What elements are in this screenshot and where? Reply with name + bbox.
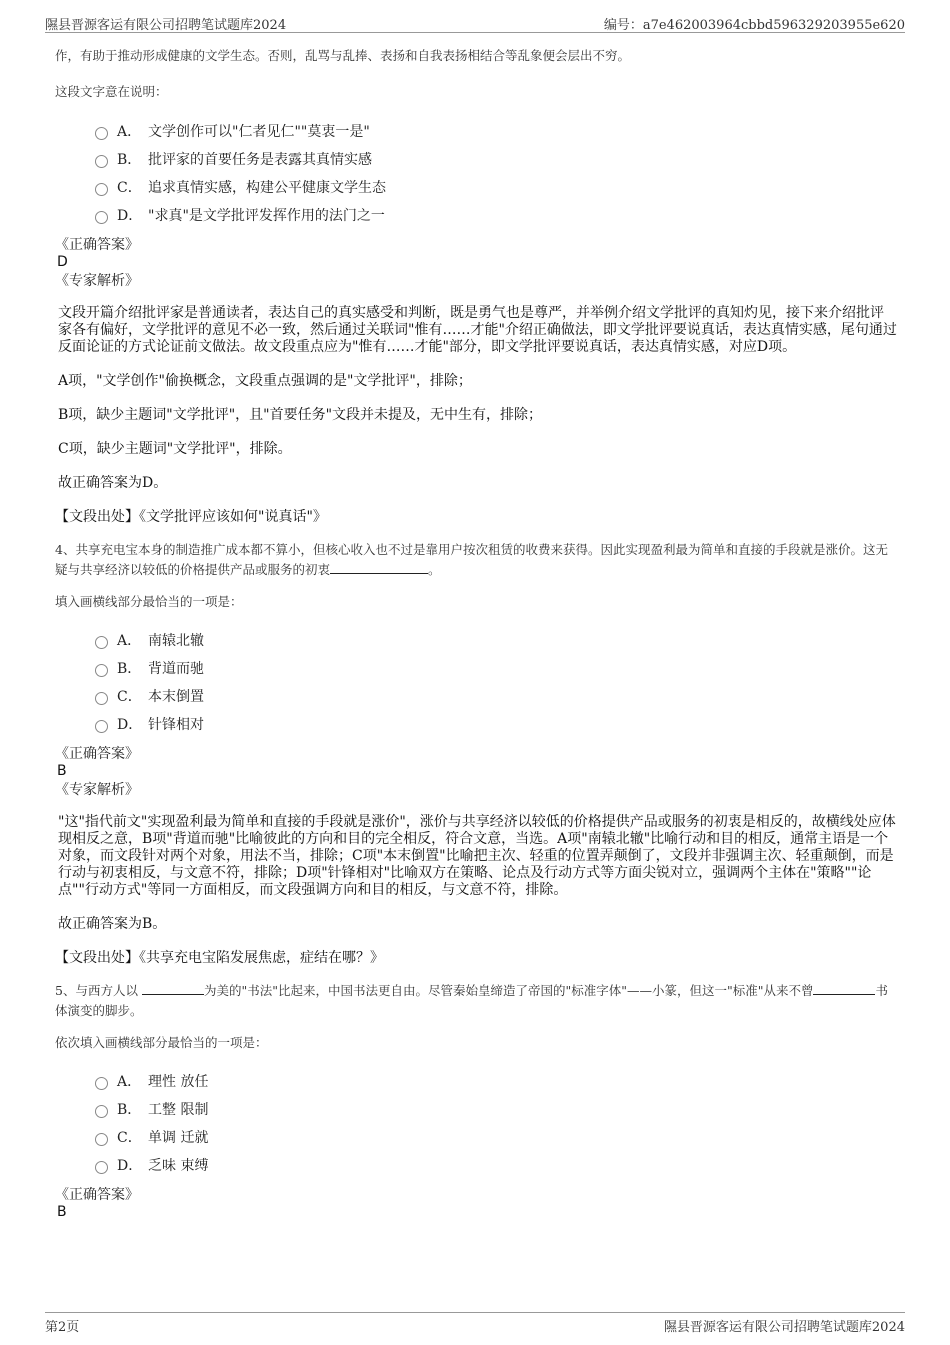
header-title: 隰县晋源客运有限公司招聘笔试题库2024 [45,18,287,33]
q5-blank-2[interactable] [813,982,875,995]
q3-option-d[interactable]: D． "求真"是文学批评发挥作用的法门之一 [95,201,897,229]
q3-source: 【文段出处】《文学批评应该如何"说真话"》 [55,509,327,525]
radio-button-icon[interactable] [95,1105,108,1118]
radio-button-icon[interactable] [95,692,108,705]
radio-button-icon[interactable] [95,636,108,649]
q3-conclusion: 故正确答案为D。 [58,475,168,491]
q4-prompt: 填入画横线部分最恰当的一项是： [55,594,243,609]
page-footer [45,1312,905,1335]
q3-answer: D [57,254,68,270]
q4-answer-label: 《正确答案》 [55,746,139,762]
q3-options [95,117,897,229]
radio-button-icon[interactable] [95,1077,108,1090]
q5-option-b[interactable]: B． 工整 限制 [95,1095,897,1123]
q4-blank[interactable] [330,561,428,574]
radio-button-icon[interactable] [95,1161,108,1174]
radio-button-icon[interactable] [95,1133,108,1146]
q3-option-c[interactable]: C． 追求真情实感，构建公平健康文学生态 [95,173,897,201]
q5-prompt: 依次填入画横线部分最恰当的一项是： [55,1035,268,1050]
q4-analysis: "这"指代前文"实现盈利最为简单和直接的手段就是涨价"，涨价与共享经济以较低的价格提供产品或服务的初衷是相反的，故横线处应体现相反之意，B项"背道而驰"比喻彼此的方向和目的完全相反，符合文意，当选。A项"南辕北辙"比喻行动和目的相反，通常主语是一个对象，而文段针对两个对象，用法不当，排除；C项"本末倒置"比喻把主次、轻重的位置弄颠倒了，文段并非强调主次、轻重颠倒，而是行动与初衷相反，与文意不符，排除；D项"针锋相对"比喻双方在策略、论点及行动方式等方面尖锐对立，强调两个主体在"策略""论点""行动方式"等同一方面相反，而文段强调方向和目的相反，与文意不符，排除。 [58,814,896,898]
q4-stem: 4、共享充电宝本身的制造推广成本都不算小，但核心收入也不过是靠用户按次租赁的收费来获得。因此实现盈利最为简单和直接的手段就是涨价。这无疑与共享经济以较低的价格提供产品或服务的初衷 。 [55,542,888,577]
q3-analysis-c: C项，缺少主题词"文学批评"，排除。 [58,441,292,457]
radio-button-icon[interactable] [95,720,108,733]
q3-analysis-label: 《专家解析》 [55,273,139,289]
q3-option-a[interactable]: A． 文学创作可以"仁者见仁""莫衷一是" [95,117,897,145]
q4-source: 【文段出处】《共享充电宝陷发展焦虑，症结在哪？》 [55,950,384,966]
q4-option-a[interactable]: A． 南辕北辙 [95,626,897,654]
q5-stem: 5、与西方人以 为美的"书法"比起来，中国书法更自由。尽管秦始皇缔造了帝国的"标准字体"——小篆，但这一"标准"从来不曾 书体演变的脚步。 [55,983,888,1018]
q5-option-d[interactable]: D． 乏味 束缚 [95,1151,897,1179]
q3-intro-tail: 作，有助于推动形成健康的文学生态。否则，乱骂与乱捧、表扬和自我表扬相结合等乱象便会层出不穷。 [55,48,631,63]
footer-title: 隰县晋源客运有限公司招聘笔试题库2024 [663,1320,905,1335]
radio-button-icon[interactable] [95,183,108,196]
q5-option-a[interactable]: A． 理性 放任 [95,1067,897,1095]
radio-button-icon[interactable] [95,127,108,140]
radio-button-icon[interactable] [95,155,108,168]
q3-analysis-b: B项，缺少主题词"文学批评"，且"首要任务"文段并未提及，无中生有，排除； [58,407,543,423]
q3-option-b[interactable]: B． 批评家的首要任务是表露其真情实感 [95,145,897,173]
q4-analysis-label: 《专家解析》 [55,782,139,798]
q3-prompt: 这段文字意在说明： [55,84,168,99]
q4-answer: B [57,763,67,779]
q4-option-d[interactable]: D． 针锋相对 [95,710,897,738]
q5-options [95,1067,897,1179]
q5-answer: B [57,1204,67,1220]
q3-answer-label: 《正确答案》 [55,237,139,253]
q4-option-c[interactable]: C． 本末倒置 [95,682,897,710]
q4-option-b[interactable]: B． 背道而驰 [95,654,897,682]
page-header [45,12,905,33]
q4-conclusion: 故正确答案为B。 [58,916,167,932]
radio-button-icon[interactable] [95,211,108,224]
q5-option-c[interactable]: C． 单调 迁就 [95,1123,897,1151]
q4-options [95,626,897,738]
page-content [55,43,897,1220]
footer-page-number: 第2页 [45,1320,80,1335]
q5-blank-1[interactable] [142,982,204,995]
q3-analysis: 文段开篇介绍批评家是普通读者，表达自己的真实感受和判断，既是勇气也是尊严，并举例介绍文学批评的真知灼见，接下来介绍批评家各有偏好，文学批评的意见不必一致，然后通过关联词"惟有……才能"介绍正确做法，即文学批评要说真话，表达真情实感，尾句通过反面论证的方式论证前文做法。故文段重点应为"惟有……才能"部分，即文学批评要说真话，表达真情实感，对应D项。 [58,305,897,355]
q3-analysis-a: A项，"文学创作"偷换概念，文段重点强调的是"文学批评"，排除； [58,373,472,389]
radio-button-icon[interactable] [95,664,108,677]
header-serial: 编号：a7e462003964cbbd596329203955e620 [603,18,905,33]
q5-answer-label: 《正确答案》 [55,1187,139,1203]
